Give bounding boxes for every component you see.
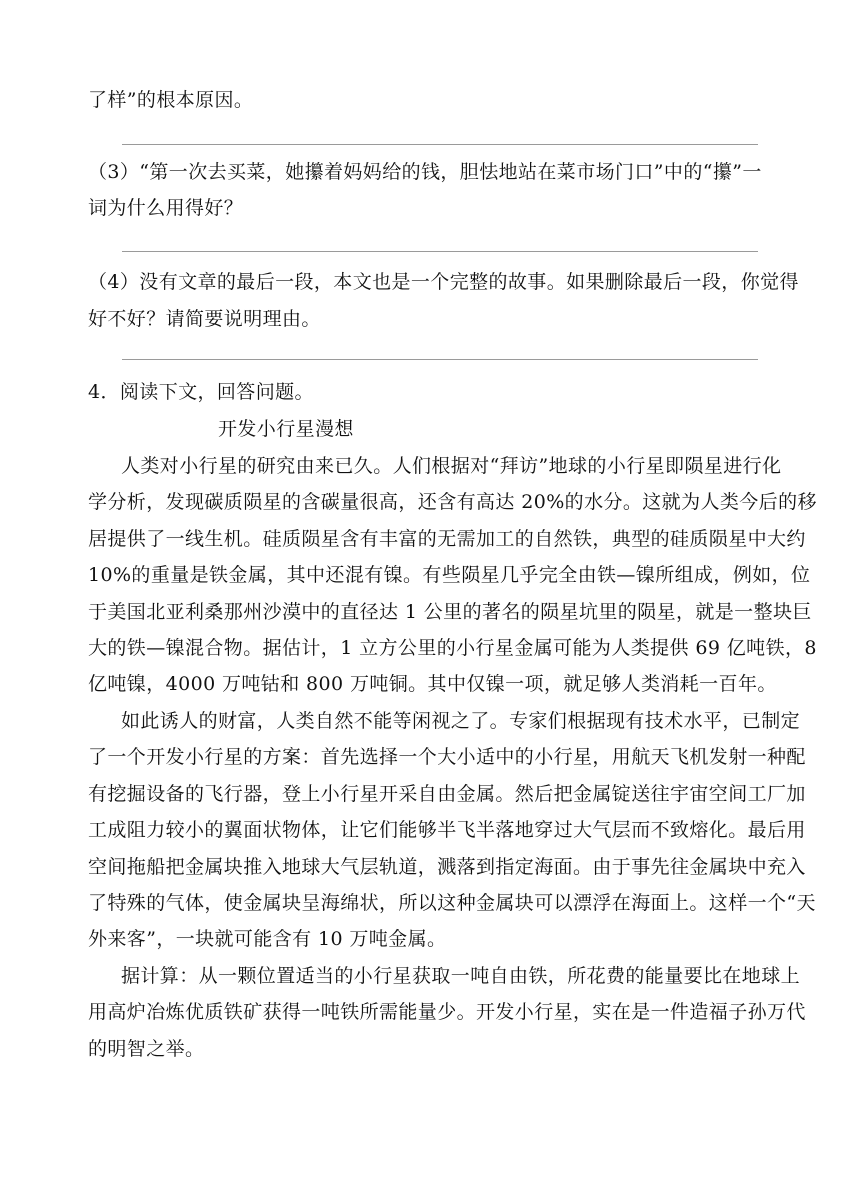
paragraph-2-line: 工成阻力较小的翼面状物体，让它们能够半飞半落地穿过大气层而不致熔化。最后用 xyxy=(88,819,806,841)
answer-line-q3[interactable] xyxy=(122,251,758,252)
paragraph-1-line: 于美国北亚利桑那州沙漠中的直径达 1 公里的著名的陨星坑里的陨星，就是一整块巨 xyxy=(88,601,812,623)
paragraph-3-line: 用高炉冶炼优质铁矿获得一吨铁所需能量少。开发小行星，实在是一件造福子孙万代 xyxy=(88,1001,806,1023)
question-4-line-1: （4）没有文章的最后一段，本文也是一个完整的故事。如果删除最后一段，你觉得 xyxy=(88,271,799,293)
article-title: 开发小行星漫想 xyxy=(218,418,354,440)
paragraph-1-line: 亿吨镍，4000 万吨钴和 800 万吨铜。其中仅镍一项，就足够人类消耗一百年。 xyxy=(88,673,777,695)
paragraph-2-line: 空间拖船把金属块推入地球大气层轨道，溅落到指定海面。由于事先往金属块中充入 xyxy=(88,856,806,878)
paragraph-3-line: 据计算：从一颗位置适当的小行星获取一吨自由铁，所花费的能量要比在地球上 xyxy=(121,965,801,987)
paragraph-2-line: 外来客”，一块就可能含有 10 万吨金属。 xyxy=(88,928,447,950)
paragraph-1-line: 学分析，发现碳质陨星的含碳量很高，还含有高达 20%的水分。这就为人类今后的移 xyxy=(88,491,817,513)
paragraph-1-line: 10%的重量是铁金属，其中还混有镍。有些陨星几乎完全由铁—镍所组成，例如，位 xyxy=(88,564,811,586)
answer-line-q4[interactable] xyxy=(122,359,758,360)
paragraph-2-line: 了特殊的气体，使金属块呈海绵状，所以这种金属块可以漂浮在海面上。这样一个“天 xyxy=(88,892,816,914)
paragraph-1-line: 人类对小行星的研究由来已久。人们根据对“拜访”地球的小行星即陨星进行化 xyxy=(121,455,782,477)
paragraph-1-line: 居提供了一线生机。硅质陨星含有丰富的无需加工的自然铁，典型的硅质陨星中大约 xyxy=(88,528,806,550)
paragraph-2-line: 有挖掘设备的飞行器，登上小行星开采自由金属。然后把金属锭送往宇宙空间工厂加 xyxy=(88,783,806,805)
paragraph-3-line: 的明智之举。 xyxy=(88,1038,205,1060)
question-4-line-2: 好不好？请简要说明理由。 xyxy=(88,308,321,330)
question-3-line-2: 词为什么用得好？ xyxy=(88,197,244,219)
question-2-tail: 了样”的根本原因。 xyxy=(88,89,254,111)
section-4-heading: 4．阅读下文，回答问题。 xyxy=(88,381,314,403)
question-3-line-1: （3）“第一次去买菜，她攥着妈妈给的钱，胆怯地站在菜市场门口”中的“攥”一 xyxy=(88,161,762,183)
answer-line-q2[interactable] xyxy=(122,144,758,145)
paragraph-2-line: 如此诱人的财富，人类自然不能等闲视之了。专家们根据现有技术水平，已制定 xyxy=(121,710,801,732)
paragraph-1-line: 大的铁—镍混合物。据估计，1 立方公里的小行星金属可能为人类提供 69 亿吨铁，8 xyxy=(88,637,817,659)
paragraph-2-line: 了一个开发小行星的方案：首先选择一个大小适中的小行星，用航天飞机发射一种配 xyxy=(88,746,806,768)
